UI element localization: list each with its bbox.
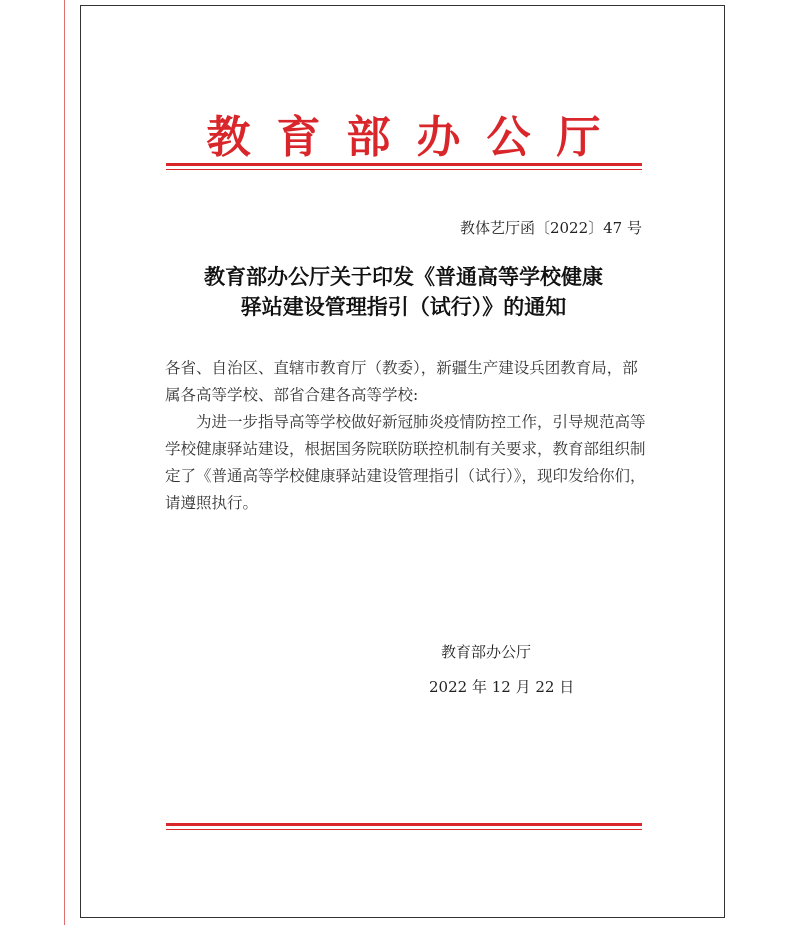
signature-date: 2022 年 12 月 22 日 [429, 678, 575, 696]
footer-divider-thin [166, 829, 642, 830]
header-divider-thick [166, 163, 642, 166]
document-number: 教体艺厅函〔2022〕47 号 [459, 219, 642, 237]
footer-divider-thick [166, 823, 642, 826]
document-page [80, 5, 725, 918]
document-body [165, 355, 647, 517]
page-margin-line [64, 0, 65, 925]
issuing-organization-header: 教育部办公厅 [206, 112, 627, 163]
body-paragraph: 为进一步指导高等学校做好新冠肺炎疫情防控工作，引导规范高等学校健康驿站建设，根据国务院联防联控机制有关要求，教育部组织制定了《普通高等学校健康驿站建设管理指引（试行）》，现印发给你们，请遵照执行。 [165, 413, 646, 512]
header-divider-thin [166, 169, 642, 170]
signature-organization: 教育部办公厅 [441, 643, 532, 661]
document-title-line-1: 教育部办公厅关于印发《普通高等学校健康 [204, 264, 603, 289]
recipients-paragraph: 各省、自治区、直辖市教育厅（教委），新疆生产建设兵团教育局，部属各高等学校、部省合建各高等学校: [165, 359, 638, 404]
document-title-line-2: 驿站建设管理指引（试行）》的通知 [240, 294, 567, 319]
document-title [81, 262, 726, 322]
